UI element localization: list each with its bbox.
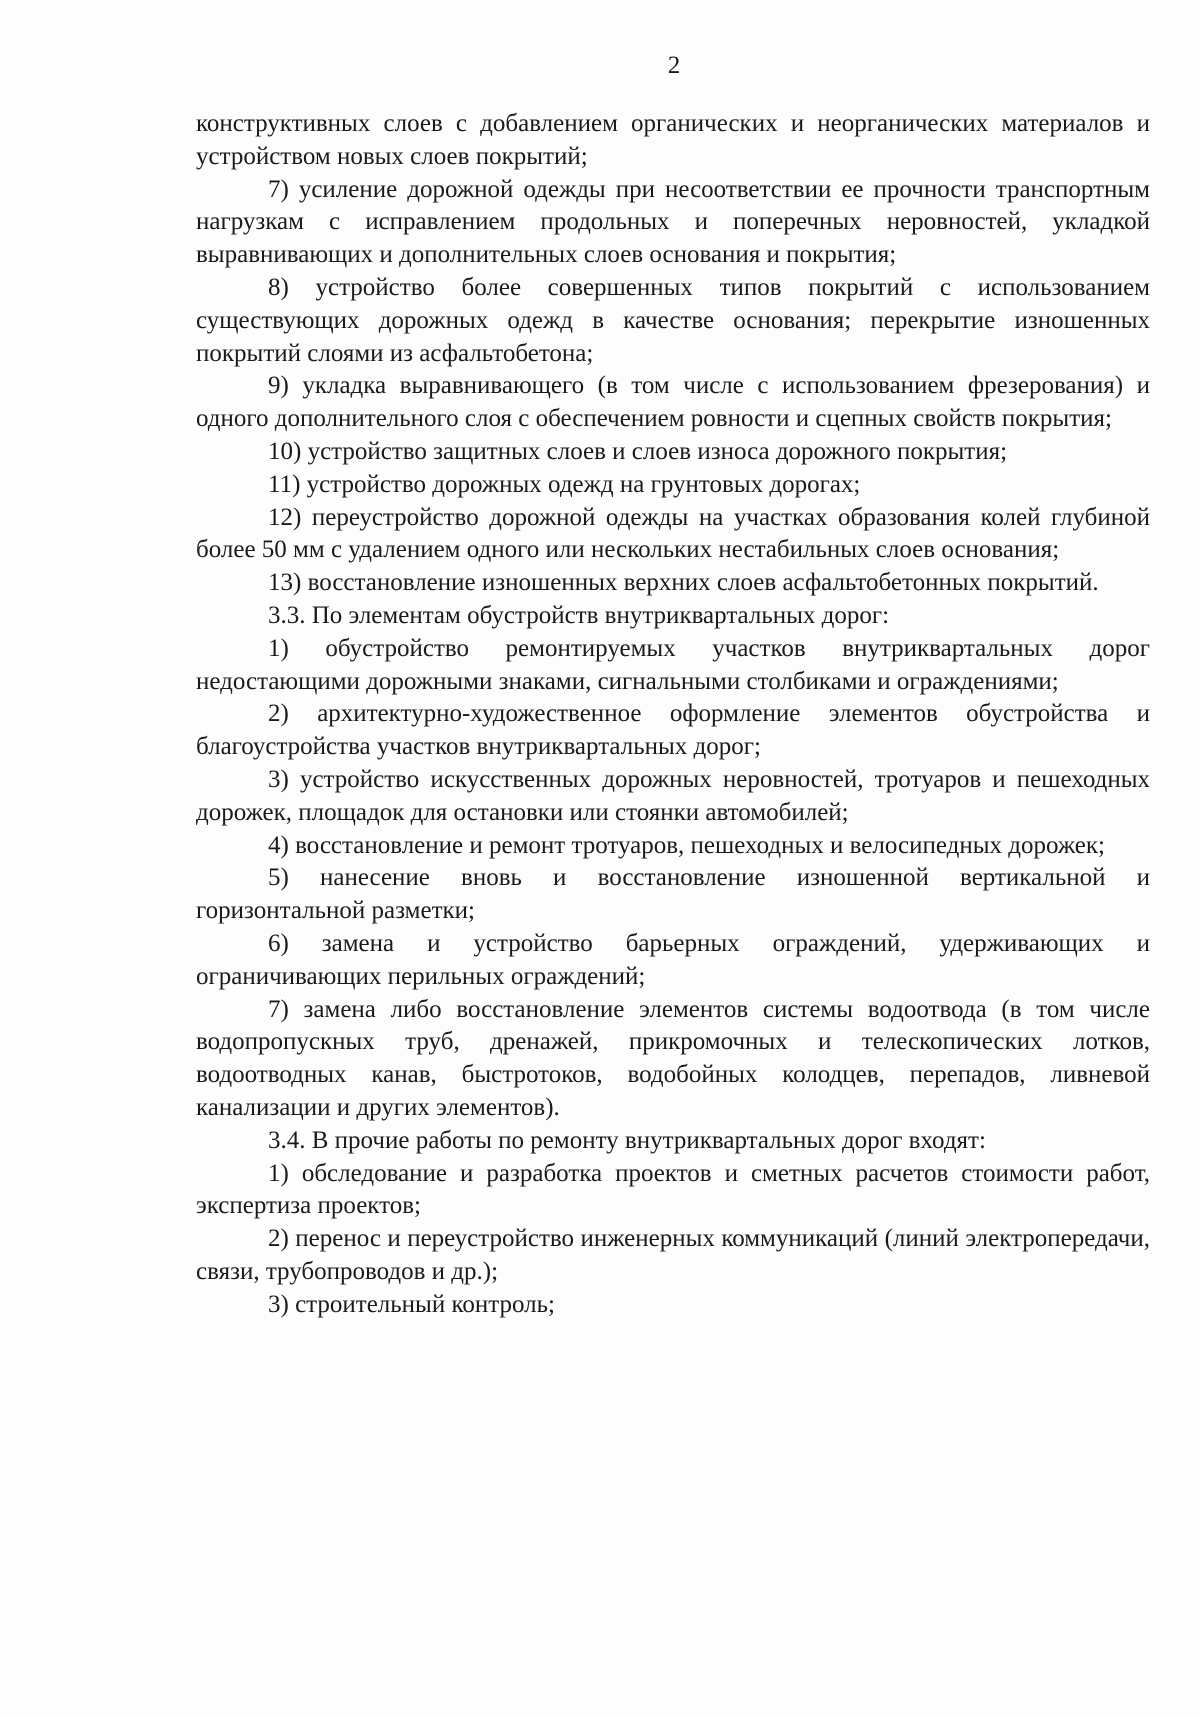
list-item-1-survey: 1) обследование и разработка проектов и сметных расчетов стоимости работ, экспертиза проектов; <box>196 1159 1150 1220</box>
list-item-10-protective: 10) устройство защитных слоев и слоев износа дорожного покрытия; <box>268 437 1008 465</box>
list-item-13-restoration: 13) восстановление изношенных верхних слоев асфальтобетонных покрытий. <box>268 569 1099 597</box>
list-item-4-sidewalks: 4) восстановление и ремонт тротуаров, пешеходных и велосипедных дорожек; <box>268 831 1105 859</box>
list-item-2-architecture: 2) архитектурно-художественное оформление элементов обустройства и благоустройства участков внутриквартальных дорог; <box>196 700 1150 761</box>
list-item-2-utilities: 2) перенос и переустройство инженерных коммуникаций (линий электропередачи, связи, трубопроводов и др.); <box>196 1225 1150 1285</box>
list-item-5-markings: 5) нанесение вновь и восстановление изношенной вертикальной и горизонтальной разметки; <box>196 864 1150 925</box>
paragraph-continuation: конструктивных слоев с добавлением органических и неорганических материалов и устройством новых слоев покрытий; <box>196 110 1150 170</box>
list-item-6-barriers: 6) замена и устройство барьерных ограждений, удерживающих и ограничивающих перильных ограждений; <box>196 929 1150 990</box>
section-3-4-heading: 3.4. В прочие работы по ремонту внутриквартальных дорог входят: <box>268 1126 986 1154</box>
list-item-11-dirt-roads: 11) устройство дорожных одежд на грунтовых дорогах; <box>268 470 861 498</box>
list-item-8-pavement: 8) устройство более совершенных типов покрытий с использованием существующих дорожных одежд в качестве основания; перекрытие изношенных покрытий слоями из асфальтобетона; <box>196 273 1150 367</box>
page-number: 2 <box>667 52 681 79</box>
list-item-7-reinforcement: 7) усиление дорожной одежды при несоответствии ее прочности транспортным нагрузкам с исправлением продольных и поперечных неровностей, укладкой выравнивающих и дополнительных слоев основания и покрытия; <box>196 175 1150 269</box>
list-item-12-rutting: 12) переустройство дорожной одежды на участках образования колей глубиной более 50 мм с удалением одного или нескольких нестабильных слоев основания; <box>196 503 1150 564</box>
list-item-9-leveling: 9) укладка выравнивающего (в том числе с использованием фрезерования) и одного дополнительного слоя с обеспечением ровности и сцепных свойств покрытия; <box>196 372 1150 433</box>
list-item-7-drainage: 7) замена либо восстановление элементов системы водоотвода (в том числе водопропускных труб, дренажей, прикромочных и телескопических лотков, водоотводных канав, быстротоков, водобойных колодцев, перепадов, ливневой канализации и других элементов). <box>196 995 1150 1121</box>
section-3-3-heading: 3.3. По элементам обустройств внутриквартальных дорог: <box>268 601 890 629</box>
list-item-3-supervision: 3) строительный контроль; <box>268 1290 555 1318</box>
document-body <box>196 108 1150 1321</box>
list-item-3-speed-bumps: 3) устройство искусственных дорожных неровностей, тротуаров и пешеходных дорожек, площадок для остановки или стоянки автомобилей; <box>196 765 1150 826</box>
list-item-1-signs: 1) обустройство ремонтируемых участков внутриквартальных дорог недостающими дорожными знаками, сигнальными столбиками и ограждениями; <box>196 634 1150 695</box>
